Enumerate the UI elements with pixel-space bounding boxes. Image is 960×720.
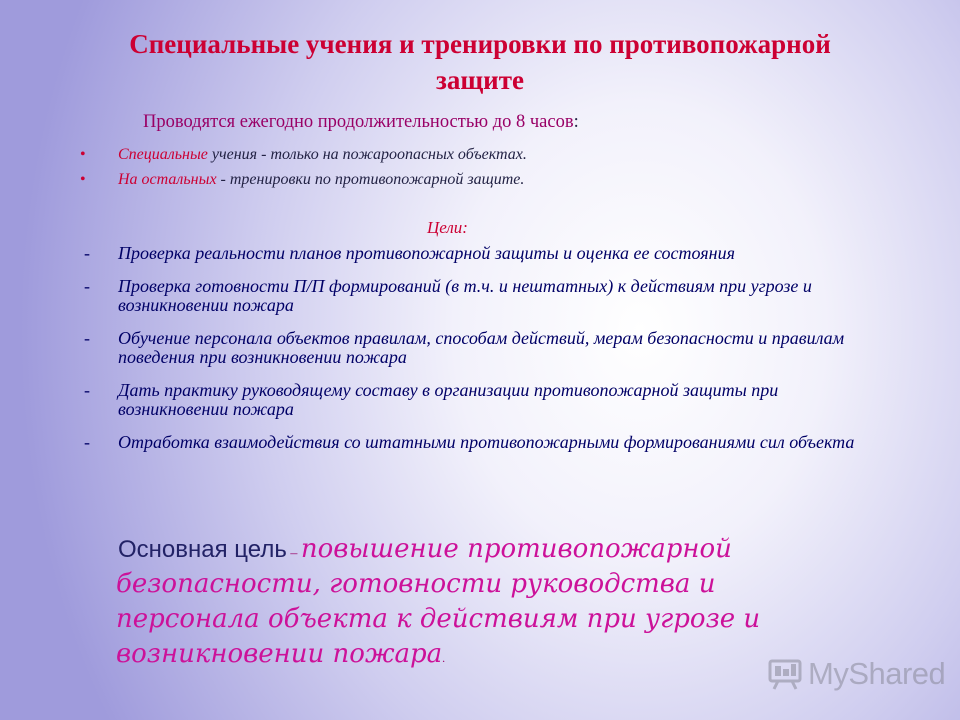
goal-text: Дать практику руководящему составу в организации противопожарной защиты при возникновении пожара <box>118 380 779 419</box>
goal-text: Отработка взаимодействия со штатными противопожарными формированиями сил объекта <box>118 432 855 452</box>
dash-icon: - <box>84 276 90 296</box>
bullet-accent: Специальные <box>118 146 208 163</box>
intro-colon: : <box>573 112 579 132</box>
goals-list <box>82 244 862 466</box>
dash-icon: - <box>84 432 90 452</box>
bullet-item <box>78 142 527 167</box>
presentation-board-icon <box>768 658 802 690</box>
goal-item <box>82 244 862 263</box>
watermark-text: MyShared <box>808 656 946 691</box>
main-goal-label: Основная цель <box>118 536 287 563</box>
intro-line <box>143 112 579 133</box>
bullet-text: учения - только на пожароопасных объектах. <box>207 146 527 163</box>
bullet-text: - тренировки по противопожарной защите. <box>216 171 525 188</box>
goal-item <box>82 433 862 452</box>
goals-heading: Цели: <box>427 218 468 237</box>
bullet-icon: • <box>80 146 86 163</box>
bullet-icon: • <box>80 171 86 188</box>
goal-item <box>82 381 862 419</box>
bullet-item <box>78 167 527 192</box>
watermark-logo <box>768 656 945 692</box>
bullet-list <box>78 142 527 192</box>
goal-text: Проверка готовности П/П формирований (в т.ч. и нештатных) к действиям при угрозе и возникновении пожара <box>118 276 812 315</box>
intro-text: Проводятся ежегодно продолжительностью до 8 часов <box>143 112 574 132</box>
dash-icon: - <box>84 328 90 348</box>
main-goal-period: . <box>442 651 446 665</box>
main-goal <box>116 532 856 672</box>
main-goal-separator: – <box>286 546 301 561</box>
bullet-accent: На остальных <box>118 171 217 188</box>
goal-item <box>82 277 862 315</box>
dash-icon: - <box>84 380 90 400</box>
main-goal-text: повышение противопожарной безопасности, готовности руководства и персонала объекта к действиям при угрозе и возникновении пожара <box>116 534 761 669</box>
goal-text: Обучение персонала объектов правилам, способам действий, мерам безопасности и правилам поведения при возникновении пожара <box>118 328 845 367</box>
goal-item <box>82 329 862 367</box>
slide-title: Специальные учения и тренировки по противопожарной защите <box>129 29 831 95</box>
dash-icon: - <box>84 243 90 263</box>
goal-text: Проверка реальности планов противопожарной защиты и оценка ее состояния <box>118 243 735 263</box>
